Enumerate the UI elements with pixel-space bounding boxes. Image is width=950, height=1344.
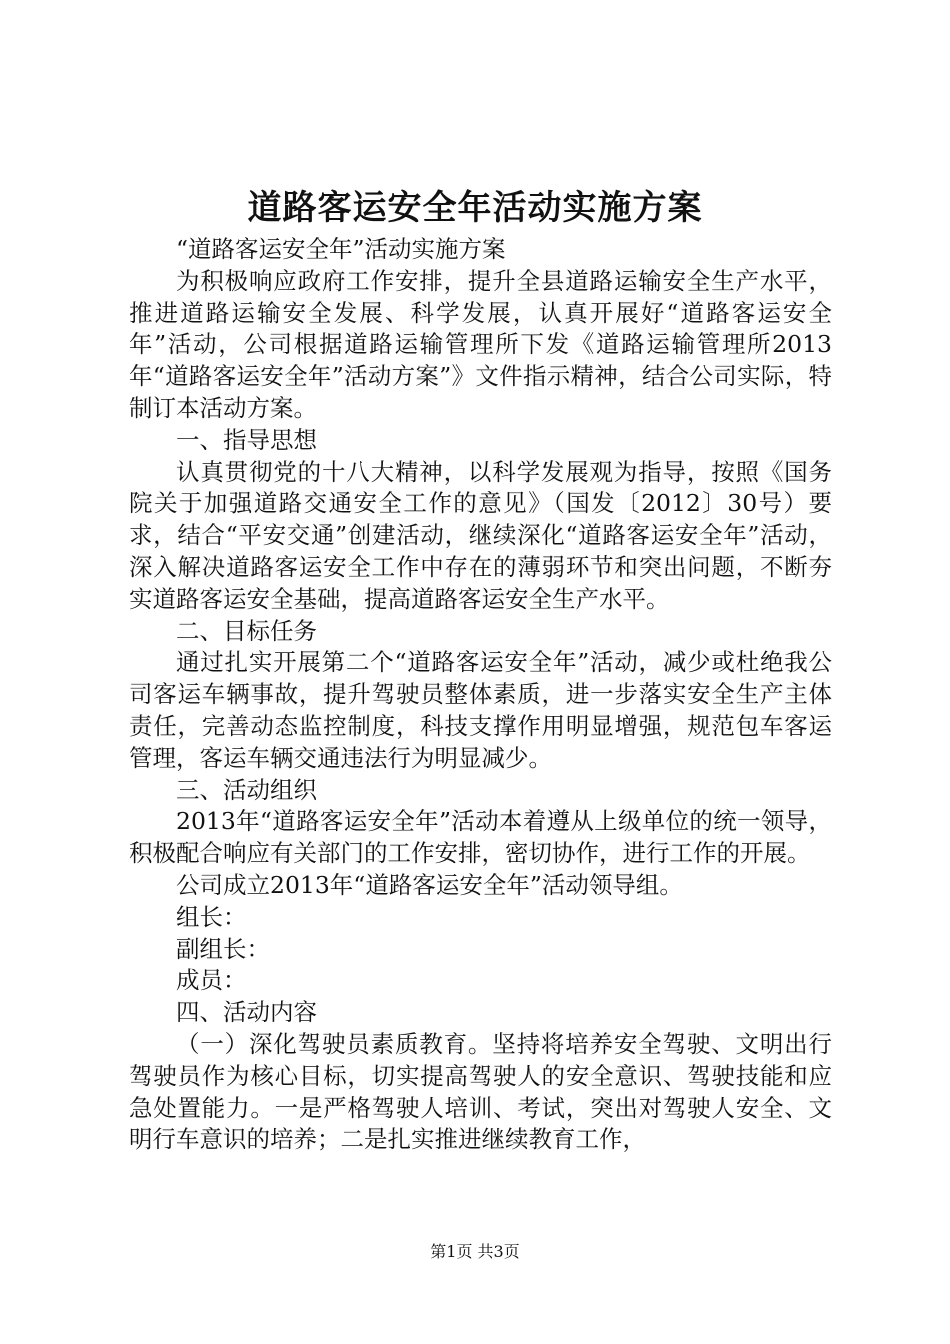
paragraph-objectives: 通过扎实开展第二个“道路客运安全年”活动，减少或杜绝我公司客运车辆事故，提升驾驶员整体素质，进一步落实安全生产主体责任，完善动态监控制度，科技支撑作用明显增强，规范包车客运管理，客运车辆交通违法行为明显减少。 — [129, 648, 832, 772]
paragraph-guiding-ideology: 认真贯彻党的十八大精神，以科学发展观为指导，按照《国务院关于加强道路交通安全工作的意见》（国发〔2012〕30号）要求，结合“平安交通”创建活动，继续深化“道路客运安全年”活动，深入解决道路客运安全工作中存在的薄弱环节和突出问题，不断夯实道路客运安全基础，提高道路客运安全生产水平。 — [129, 457, 832, 613]
paragraph-intro: 为积极响应政府工作安排，提升全县道路运输安全生产水平，推进道路运输安全发展、科学发展，认真开展好“道路客运安全年”活动，公司根据道路运输管理所下发《道路运输管理所2013年“道路客运安全年”活动方案”》文件指示精神，结合公司实际，特制订本活动方案。 — [129, 266, 832, 422]
paragraph-deputy-leader: 副组长： — [176, 934, 270, 963]
paragraph-driver-education: （一）深化驾驶员素质教育。坚持将培养安全驾驶、文明出行驾驶员作为核心目标，切实提高驾驶人的安全意识、驾驶技能和应急处置能力。一是严格驾驶人培训、考试，突出对驾驶人安全、文明行车意识的培养；二是扎实推进继续教育工作， — [129, 1029, 832, 1154]
heading-guiding-ideology: 一、指导思想 — [176, 425, 317, 454]
document-title: 道路客运安全年活动实施方案 — [247, 188, 703, 228]
paragraph-leading-group: 公司成立2013年“道路客运安全年”活动领导组。 — [176, 870, 683, 899]
paragraph-group-leader: 组长： — [176, 902, 247, 931]
heading-objectives: 二、目标任务 — [176, 616, 317, 645]
heading-organization: 三、活动组织 — [176, 775, 317, 804]
document-body — [129, 234, 832, 1156]
heading-activity-content: 四、活动内容 — [176, 998, 317, 1027]
paragraph-organization: 2013年“道路客运安全年”活动本着遵从上级单位的统一领导，积极配合响应有关部门的工作安排，密切协作，进行工作的开展。 — [129, 807, 832, 868]
paragraph-members: 成员： — [176, 966, 247, 995]
paragraph-subtitle: “道路客运安全年”活动实施方案 — [176, 235, 506, 263]
page-number: 第1页 共3页 — [430, 1242, 520, 1261]
